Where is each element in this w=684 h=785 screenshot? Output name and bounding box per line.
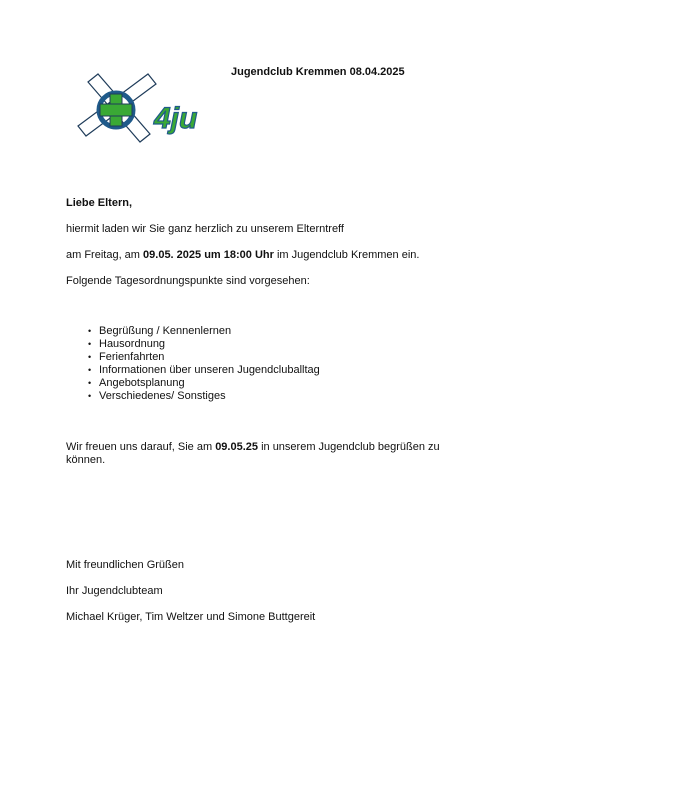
meeting-date: 09.05. 2025 [143,249,202,261]
closing-prefix: Wir freuen uns darauf, Sie am [66,441,216,453]
agenda-item [66,364,320,377]
agenda-item [66,338,320,351]
agenda-intro: Folgende Tagesordnungspunkte sind vorgesehen: [66,275,310,287]
intro-line: hiermit laden wir Sie ganz herzlich zu unserem Elterntreff [66,223,344,235]
agenda-item-label: Hausordnung [99,338,166,350]
agenda-list [66,325,320,403]
agenda-item-label: Verschiedenes/ Sonstiges [99,390,226,402]
bullet-icon: • [88,326,92,336]
agenda-item [66,351,320,364]
closing-suffix: in unserem Jugendclub begrüßen zu können. [66,441,440,466]
date-line-suffix: im Jugendclub Kremmen ein. [273,249,420,261]
meeting-time: 18:00 Uhr [223,249,274,261]
date-line-prefix: am Freitag, am [66,249,144,261]
closing-paragraph [66,441,466,467]
agenda-item [66,390,320,403]
date-line-middle: um [201,249,224,261]
bullet-icon: • [88,378,92,388]
agenda-item-label: Informationen über unseren Jugendcluballtag [99,364,320,376]
bullet-icon: • [88,365,92,375]
logo-text: 4ju [154,102,198,135]
signatory-names: Michael Krüger, Tim Weltzer und Simone Buttgereit [66,611,316,623]
signoff: Mit freundlichen Grüßen [66,559,184,571]
bullet-icon: • [88,391,92,401]
document-title: Jugendclub Kremmen 08.04.2025 [231,66,405,78]
agenda-item-label: Begrüßung / Kennenlernen [99,325,232,337]
closing-date: 09.05.25 [215,441,259,453]
jugendclub-logo [76,70,218,154]
bullet-icon: • [88,352,92,362]
date-line [66,249,419,262]
agenda-item-label: Angebotsplanung [99,377,185,389]
team-name: Ihr Jugendclubteam [66,585,163,597]
greeting: Liebe Eltern, [66,197,133,209]
agenda-item [66,377,320,390]
agenda-item [66,325,320,338]
bullet-icon: • [88,339,92,349]
agenda-item-label: Ferienfahrten [99,351,165,363]
